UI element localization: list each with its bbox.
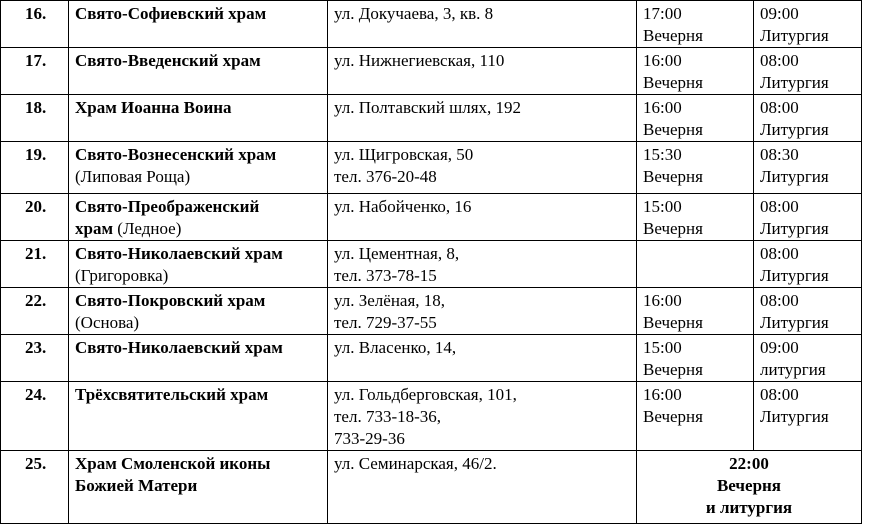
row-number: 16.	[1, 1, 69, 48]
evening-service-cell	[637, 335, 754, 382]
morning-service-cell	[754, 194, 862, 241]
schedule-body	[1, 1, 862, 524]
cell-line: ул. Власенко, 14,	[334, 338, 457, 357]
evening-service-cell	[637, 95, 754, 142]
cell-line: Литургия	[760, 167, 829, 186]
cell-line: ул. Зелёная, 18,	[334, 291, 446, 310]
cell-line: ул. Гольдберговская, 101,	[334, 385, 517, 404]
cell-line: тел. 376-20-48	[334, 167, 437, 186]
row-number: 20.	[1, 194, 69, 241]
morning-service-cell	[754, 241, 862, 288]
row-number: 25.	[1, 451, 69, 524]
district-label: (Липовая Роща)	[75, 167, 191, 186]
cell-line: ул. Щигровская, 50	[334, 145, 474, 164]
church-name-text: Свято-Вознесенский храм	[75, 145, 277, 164]
church-name-line	[75, 218, 321, 240]
cell-line: Литургия	[760, 73, 829, 92]
cell-line: Литургия	[760, 26, 829, 45]
row-number: 23.	[1, 335, 69, 382]
cell-line: 08:00	[760, 98, 799, 117]
cell-line: ул. Семинарская, 46/2.	[334, 454, 497, 473]
cell-line: 16:00	[643, 51, 682, 70]
church-name	[69, 335, 328, 382]
cell-line: 17:00	[643, 4, 682, 23]
evening-service-cell	[637, 48, 754, 95]
morning-service-cell	[754, 95, 862, 142]
cell-line: Вечерня	[643, 26, 703, 45]
address-cell	[328, 382, 637, 451]
morning-service-cell	[754, 142, 862, 194]
cell-line: 08:00	[760, 385, 799, 404]
morning-service-cell	[754, 382, 862, 451]
church-name-line	[75, 384, 321, 406]
church-name-line	[75, 453, 321, 475]
church-name-line	[75, 337, 321, 359]
cell-line: 16:00	[643, 98, 682, 117]
church-name	[69, 95, 328, 142]
cell-line: Вечерня	[643, 120, 703, 139]
church-name	[69, 288, 328, 335]
cell-line: 08:30	[760, 145, 799, 164]
row-number: 24.	[1, 382, 69, 451]
row-number: 18.	[1, 95, 69, 142]
cell-line: ул. Цементная, 8,	[334, 244, 460, 263]
evening-service-cell	[637, 288, 754, 335]
evening-service-cell	[637, 241, 754, 288]
church-name	[69, 1, 328, 48]
cell-line: 733-29-36	[334, 429, 405, 448]
address-cell	[328, 142, 637, 194]
church-name-text: Свято-Николаевский храм	[75, 244, 283, 263]
table-row	[1, 194, 862, 241]
cell-line: 08:00	[760, 291, 799, 310]
cell-line: Вечерня	[643, 360, 703, 379]
cell-line: 15:00	[643, 338, 682, 357]
evening-service-cell	[637, 382, 754, 451]
church-name-line	[75, 3, 321, 25]
table-row	[1, 288, 862, 335]
address-cell	[328, 241, 637, 288]
church-name-text: Храм Иоанна Воина	[75, 98, 232, 117]
table-row	[1, 241, 862, 288]
table-row	[1, 142, 862, 194]
church-name	[69, 48, 328, 95]
cell-line: Вечерня	[643, 167, 703, 186]
church-name	[69, 241, 328, 288]
address-cell	[328, 48, 637, 95]
church-name-line	[75, 475, 321, 497]
cell-line: 16:00	[643, 291, 682, 310]
address-cell	[328, 1, 637, 48]
cell-line: 15:00	[643, 197, 682, 216]
church-name-text: Свято-Введенский храм	[75, 51, 261, 70]
church-name-text: Свято-Покровский храм	[75, 291, 266, 310]
morning-service-cell	[754, 335, 862, 382]
table-row	[1, 95, 862, 142]
church-name	[69, 194, 328, 241]
church-name-text: Свято-Преображенский	[75, 197, 260, 216]
cell-line: ул. Полтавский шлях, 192	[334, 98, 522, 117]
morning-service-cell	[754, 288, 862, 335]
row-number: 21.	[1, 241, 69, 288]
district-label: (Ледное)	[113, 219, 182, 238]
cell-line: Вечерня	[643, 313, 703, 332]
table-row	[1, 1, 862, 48]
morning-service-cell	[754, 48, 862, 95]
cell-line: Литургия	[760, 407, 829, 426]
church-name-line	[75, 243, 321, 265]
cell-line: Вечерня	[716, 476, 782, 495]
cell-line: тел. 729-37-55	[334, 313, 437, 332]
cell-line: Вечерня	[643, 219, 703, 238]
cell-line: Литургия	[760, 120, 829, 139]
address-cell	[328, 194, 637, 241]
cell-line: 16:00	[643, 385, 682, 404]
church-name-text: Свято-Софиевский храм	[75, 4, 267, 23]
cell-line: ул. Набойченко, 16	[334, 197, 472, 216]
cell-line: ул. Нижнегиевская, 110	[334, 51, 505, 70]
cell-line: Вечерня	[643, 73, 703, 92]
table-row	[1, 382, 862, 451]
cell-line: 08:00	[760, 244, 799, 263]
church-name	[69, 142, 328, 194]
church-name	[69, 382, 328, 451]
church-name-line	[75, 196, 321, 218]
evening-service-cell	[637, 142, 754, 194]
church-name-text: Свято-Николаевский храм	[75, 338, 283, 357]
row-number: 17.	[1, 48, 69, 95]
cell-line: 08:00	[760, 197, 799, 216]
church-name-line	[75, 50, 321, 72]
row-number: 22.	[1, 288, 69, 335]
church-name-text: Трёхсвятительский храм	[75, 385, 269, 404]
morning-service-cell	[754, 1, 862, 48]
cell-line: 15:30	[643, 145, 682, 164]
district-label: (Основа)	[75, 313, 140, 332]
cell-line: Вечерня	[643, 407, 703, 426]
cell-line: тел. 373-78-15	[334, 266, 437, 285]
table-row	[1, 335, 862, 382]
cell-line: Литургия	[760, 219, 829, 238]
church-name-text: Храм Смоленской иконы	[75, 454, 271, 473]
evening-service-cell	[637, 1, 754, 48]
district-label: (Григоровка)	[75, 266, 169, 285]
church-name-line	[75, 97, 321, 119]
cell-line: тел. 733-18-36,	[334, 407, 442, 426]
cell-line: ул. Докучаева, 3, кв. 8	[334, 4, 494, 23]
cell-line: и литургия	[705, 498, 793, 517]
row-number: 19.	[1, 142, 69, 194]
address-cell	[328, 95, 637, 142]
church-name-text: храм	[75, 219, 114, 238]
address-cell	[328, 288, 637, 335]
cell-line: 09:00	[760, 4, 799, 23]
evening-service-cell	[637, 194, 754, 241]
address-cell	[328, 335, 637, 382]
cell-line: Литургия	[760, 266, 829, 285]
cell-line: литургия	[760, 360, 826, 379]
church-name-line	[75, 144, 321, 166]
cell-line: 09:00	[760, 338, 799, 357]
table-row	[1, 48, 862, 95]
church-name-text: Божией Матери	[75, 476, 198, 495]
cell-line: Литургия	[760, 313, 829, 332]
church-name-line	[75, 290, 321, 312]
cell-line: 22:00	[729, 454, 769, 473]
cell-line: 08:00	[760, 51, 799, 70]
